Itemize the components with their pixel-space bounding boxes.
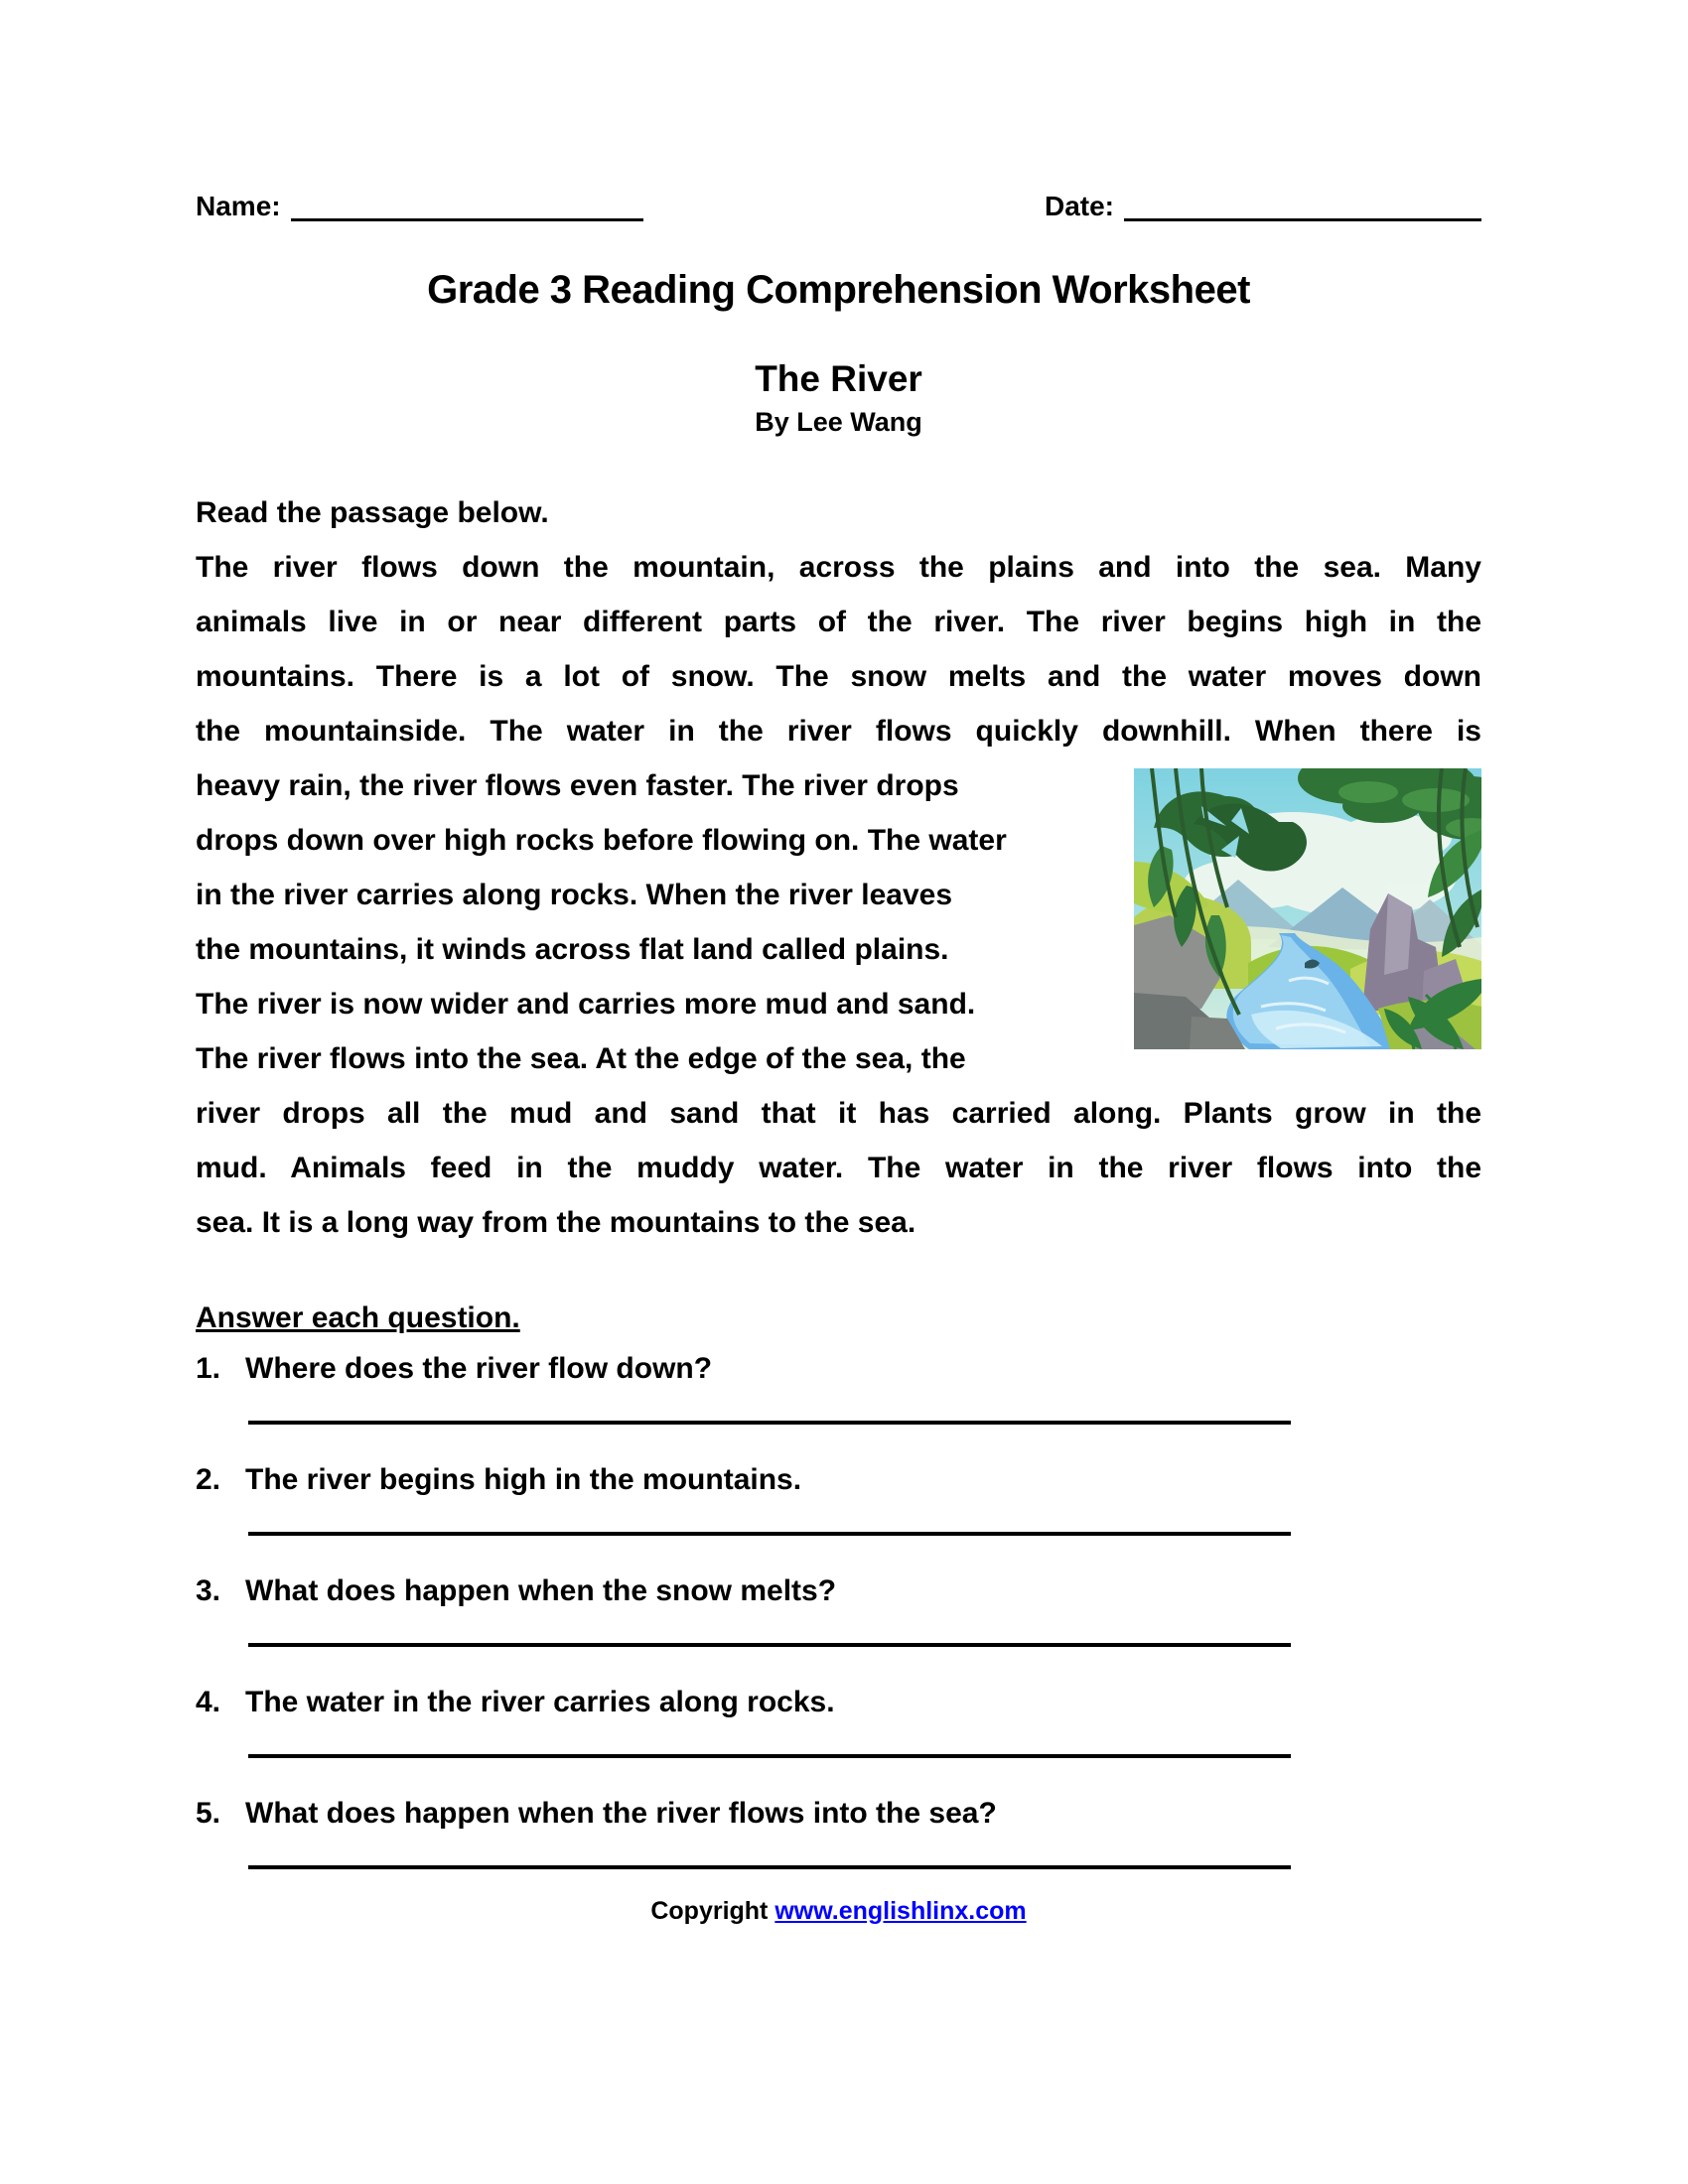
passage-line: The river is now wider and carries more mud and sand. [196, 988, 976, 1021]
answer-blank-line[interactable] [248, 1865, 1291, 1869]
answer-blank-line[interactable] [248, 1643, 1291, 1647]
passage-line: river drops all the mud and sand that it has carried along. Plants grow in the [196, 1097, 1481, 1130]
question-item [196, 1349, 1481, 1425]
question-text: Where does the river flow down? [245, 1352, 713, 1385]
question-item [196, 1460, 1481, 1536]
question-item [196, 1683, 1481, 1758]
river-illustration [1134, 768, 1481, 1049]
header-row [196, 191, 1481, 222]
passage-line: the mountains, it winds across flat land called plains. [196, 933, 949, 966]
passage-line: in the river carries along rocks. When the river leaves [196, 879, 952, 911]
page-title: Grade 3 Reading Comprehension Worksheet [427, 268, 1250, 312]
passage [196, 485, 1481, 1250]
river-scene-svg [1134, 768, 1481, 1049]
passage-line: heavy rain, the river flows even faster. The river drops [196, 769, 959, 802]
answer-blank-line[interactable] [248, 1754, 1291, 1758]
question-text: The river begins high in the mountains. [245, 1463, 802, 1496]
question-item [196, 1571, 1481, 1647]
passage-line: animals live in or near different parts of the river. The river begins high in the [196, 606, 1481, 638]
passage-instruction: Read the passage below. [196, 496, 549, 529]
date-label: Date: [1044, 191, 1114, 221]
questions-header: Answer each question. [196, 1301, 520, 1334]
name-blank-line[interactable] [291, 218, 643, 221]
question-text: What does happen when the snow melts? [245, 1574, 837, 1607]
date-blank-line[interactable] [1124, 218, 1481, 221]
question-number: 4. [196, 1686, 221, 1718]
englishlinx-link[interactable]: www.englishlinx.com [774, 1897, 1027, 1925]
question-number: 1. [196, 1352, 221, 1385]
passage-line: the mountainside. The water in the river flows quickly downhill. When there is [196, 715, 1481, 748]
passage-line: mountains. There is a lot of snow. The snow melts and the water moves down [196, 660, 1481, 693]
question-text: What does happen when the river flows into the sea? [245, 1797, 997, 1830]
question-text: The water in the river carries along rocks. [245, 1686, 835, 1718]
question-number: 3. [196, 1574, 221, 1607]
date-field [1045, 191, 1481, 222]
passage-line: drops down over high rocks before flowing on. The water [196, 824, 1007, 857]
answer-blank-line[interactable] [248, 1532, 1291, 1536]
name-field [196, 191, 643, 222]
passage-title: The River [755, 358, 922, 399]
passage-line: mud. Animals feed in the muddy water. The water in the river flows into the [196, 1152, 1481, 1184]
question-number: 2. [196, 1463, 221, 1496]
passage-line: sea. It is a long way from the mountains to the sea. [196, 1206, 916, 1239]
footer [196, 1897, 1481, 1926]
question-item [196, 1794, 1481, 1869]
worksheet-page [196, 0, 1481, 1926]
passage-byline: By Lee Wang [755, 407, 922, 437]
passage-line: The river flows down the mountain, across the plains and into the sea. Many [196, 551, 1481, 584]
question-number: 5. [196, 1797, 221, 1830]
name-label: Name: [196, 191, 281, 221]
copyright-label: Copyright [650, 1897, 769, 1925]
answer-blank-line[interactable] [248, 1421, 1291, 1425]
passage-line: The river flows into the sea. At the edge of the sea, the [196, 1042, 966, 1075]
